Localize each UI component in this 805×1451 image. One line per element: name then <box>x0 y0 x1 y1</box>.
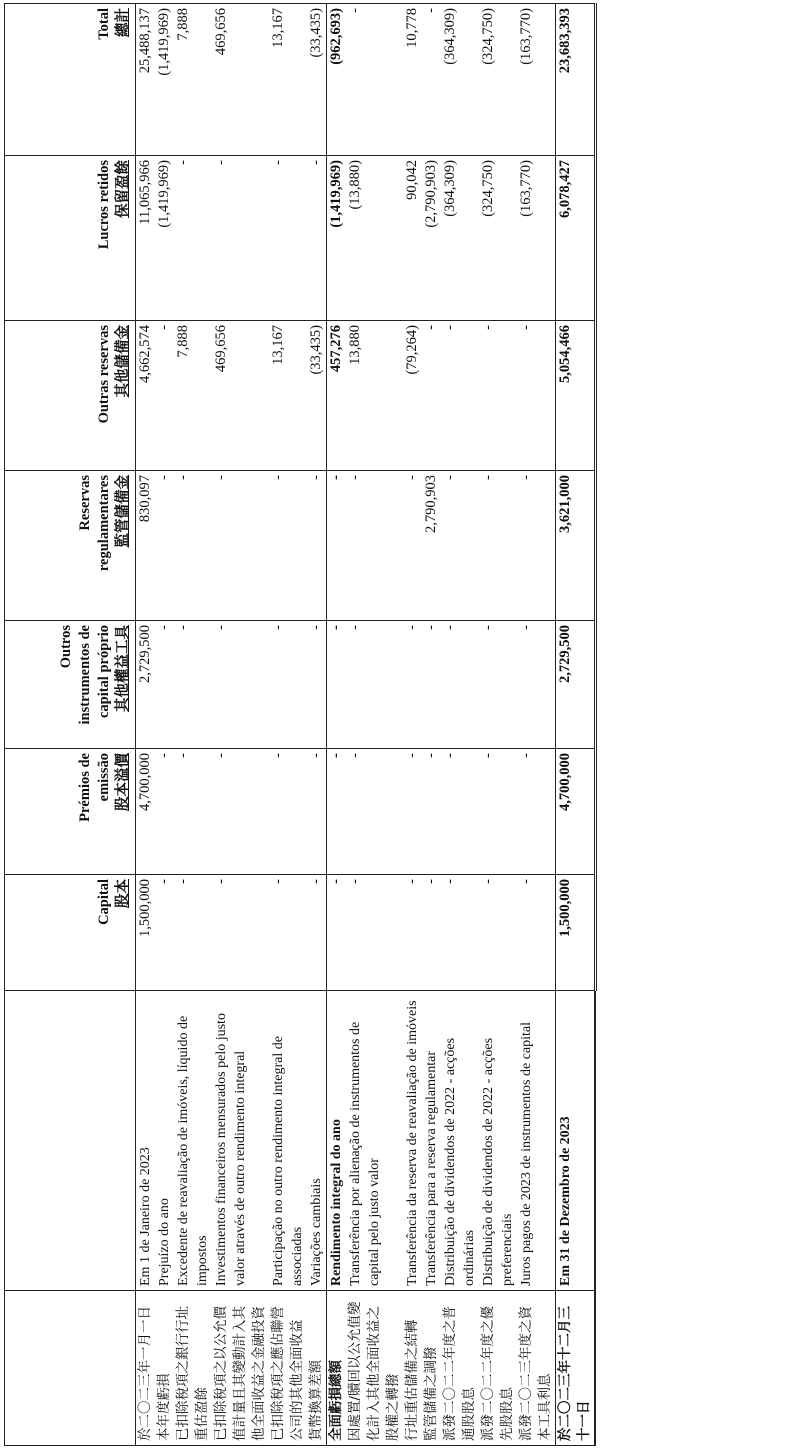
cell-premios: - <box>403 749 422 875</box>
cell-capital: 1,500,000 <box>136 875 156 991</box>
cell-lucros-retidos: (364,309) <box>441 156 479 321</box>
cell-lucros-retidos: (163,770) <box>517 156 556 321</box>
cell-capital: - <box>479 875 517 991</box>
cell-outros-instrumentos: - <box>307 621 327 749</box>
cell-lucros-retidos: (1,419,969) <box>155 156 174 321</box>
cell-lucros-retidos: - <box>269 156 307 321</box>
closing-total-row <box>556 4 596 1446</box>
header-pt-label <box>5 991 136 1291</box>
cell-reservas-regulamentares: - <box>307 471 327 621</box>
cell-capital: 1,500,000 <box>556 875 596 991</box>
subtotal-row <box>327 4 347 1446</box>
cell-outras-reservas: 5,054,466 <box>556 321 596 471</box>
cell-reservas-regulamentares: - <box>155 471 174 621</box>
row-zh-label: 行址重估儲備之結轉 <box>403 1291 422 1446</box>
cell-outras-reservas: - <box>479 321 517 471</box>
cell-premios: - <box>346 749 403 875</box>
cell-outros-instrumentos: - <box>441 621 479 749</box>
header-outros-instrumentos: Outros instrumentos de capital próprio 其他權益工具 <box>5 621 136 749</box>
cell-total: - <box>346 4 403 156</box>
row-zh-label: 全面虧損總額 <box>327 1291 347 1446</box>
cell-reservas-regulamentares: - <box>479 471 517 621</box>
cell-total: 25,488,137 <box>136 4 156 156</box>
cell-outros-instrumentos: - <box>212 621 269 749</box>
cell-outras-reservas: 4,662,574 <box>136 321 156 471</box>
cell-total: 10,778 <box>403 4 422 156</box>
table-row <box>174 4 212 1446</box>
cell-capital: - <box>403 875 422 991</box>
cell-premios: - <box>174 749 212 875</box>
row-pt-label: Distribuição de dividendos de 2022 - acções preferenciais <box>479 991 517 1291</box>
cell-outras-reservas: 13,167 <box>269 321 307 471</box>
cell-reservas-regulamentares: - <box>212 471 269 621</box>
cell-outras-reservas: (33,435) <box>307 321 327 471</box>
header-reservas-regulamentares: Reservas regulamentares 監管儲備金 <box>5 471 136 621</box>
cell-lucros-retidos: (324,750) <box>479 156 517 321</box>
table-row <box>441 4 479 1446</box>
cell-capital: - <box>327 875 347 991</box>
cell-capital: - <box>212 875 269 991</box>
cell-lucros-retidos: - <box>307 156 327 321</box>
row-zh-label: 監管儲備之調撥 <box>422 1291 441 1446</box>
cell-lucros-retidos: (13,880) <box>346 156 403 321</box>
cell-total: (962,693) <box>327 4 347 156</box>
header-capital: Capital 股本 <box>5 875 136 991</box>
cell-premios: 4,700,000 <box>556 749 596 875</box>
row-zh-label: 本年度虧損 <box>155 1291 174 1446</box>
row-pt-label: Transferência da reserva de reavaliação de imóveis <box>403 991 422 1291</box>
cell-outros-instrumentos: - <box>327 621 347 749</box>
cell-reservas-regulamentares: 2,790,903 <box>422 471 441 621</box>
cell-reservas-regulamentares: - <box>517 471 556 621</box>
cell-reservas-regulamentares: 3,621,000 <box>556 471 596 621</box>
cell-total: (1,419,969) <box>155 4 174 156</box>
cell-lucros-retidos: 90,042 <box>403 156 422 321</box>
cell-outros-instrumentos: - <box>479 621 517 749</box>
table-row <box>155 4 174 1446</box>
cell-capital: - <box>517 875 556 991</box>
cell-outros-instrumentos: - <box>346 621 403 749</box>
cell-outros-instrumentos: - <box>174 621 212 749</box>
cell-lucros-retidos: - <box>212 156 269 321</box>
cell-outras-reservas: - <box>155 321 174 471</box>
cell-outros-instrumentos: 2,729,500 <box>136 621 156 749</box>
header-row <box>5 4 136 1446</box>
row-pt-label: Investimentos financeiros mensurados pelo justo valor através de outro rendimento integral <box>212 991 269 1291</box>
row-zh-label: 派發二〇二二年度之普通股股息 <box>441 1291 479 1446</box>
row-zh-label: 已扣除稅項之以公允價值計量且其變動計入其他全面收益之金融投資 <box>212 1291 269 1446</box>
cell-outros-instrumentos: - <box>422 621 441 749</box>
row-zh-label: 派發二〇二三年度之資本工具利息 <box>517 1291 556 1446</box>
cell-premios: - <box>441 749 479 875</box>
cell-reservas-regulamentares: - <box>327 471 347 621</box>
cell-premios: - <box>479 749 517 875</box>
cell-capital: - <box>174 875 212 991</box>
cell-capital: - <box>441 875 479 991</box>
cell-premios: - <box>517 749 556 875</box>
cell-outros-instrumentos: - <box>403 621 422 749</box>
cell-outras-reservas: (79,264) <box>403 321 422 471</box>
header-total: Total 總計 <box>5 4 136 156</box>
cell-outros-instrumentos: - <box>269 621 307 749</box>
table-row <box>212 4 269 1446</box>
cell-premios: 4,700,000 <box>136 749 156 875</box>
row-pt-label: Variações cambiais <box>307 991 327 1291</box>
cell-total: 13,167 <box>269 4 307 156</box>
table-row <box>479 4 517 1446</box>
cell-outras-reservas: 7,888 <box>174 321 212 471</box>
cell-outros-instrumentos: - <box>517 621 556 749</box>
cell-reservas-regulamentares: 830,097 <box>136 471 156 621</box>
row-zh-label: 於二〇二三年十二月三十一日 <box>556 1291 596 1446</box>
table-row <box>517 4 556 1446</box>
header-zh-label <box>5 1291 136 1446</box>
cell-reservas-regulamentares: - <box>346 471 403 621</box>
table-row <box>269 4 307 1446</box>
cell-total: 469,656 <box>212 4 269 156</box>
cell-outras-reservas: - <box>517 321 556 471</box>
cell-reservas-regulamentares: - <box>403 471 422 621</box>
row-pt-label: Transferência por alienação de instrumentos de capital pelo justo valor <box>346 991 403 1291</box>
cell-outras-reservas: - <box>422 321 441 471</box>
cell-lucros-retidos: (1,419,969) <box>327 156 347 321</box>
cell-premios: - <box>212 749 269 875</box>
row-pt-label: Participação no outro rendimento integral de associadas <box>269 991 307 1291</box>
cell-premios: - <box>155 749 174 875</box>
table-row <box>346 4 403 1446</box>
cell-capital: - <box>155 875 174 991</box>
cell-outras-reservas: - <box>441 321 479 471</box>
row-zh-label: 已扣除稅項之應佔聯營公司的其他全面收益 <box>269 1291 307 1446</box>
cell-outros-instrumentos: - <box>155 621 174 749</box>
row-pt-label: Em 1 de Janeiro de 2023 <box>136 991 156 1291</box>
table-row <box>403 4 422 1446</box>
cell-lucros-retidos: 6,078,427 <box>556 156 596 321</box>
row-pt-label: Juros pagos de 2023 de instrumentos de capital <box>517 991 556 1291</box>
cell-premios: - <box>327 749 347 875</box>
header-lucros-retidos: Lucros retidos 保留盈餘 <box>5 156 136 321</box>
row-pt-label: Distribuição de dividendos de 2022 - acções ordinárias <box>441 991 479 1291</box>
cell-lucros-retidos: (2,790,903) <box>422 156 441 321</box>
cell-outras-reservas: 13,880 <box>346 321 403 471</box>
table-row <box>136 4 156 1446</box>
row-zh-label: 貨幣換算差額 <box>307 1291 327 1446</box>
cell-total: (364,309) <box>441 4 479 156</box>
cell-premios: - <box>307 749 327 875</box>
cell-capital: - <box>307 875 327 991</box>
row-zh-label: 因處置/贖回以公允值變化計入其他全面收益之股權之轉撥 <box>346 1291 403 1446</box>
row-pt-label: Excedente de reavaliação de imóveis, líquido de impostos <box>174 991 212 1291</box>
cell-outros-instrumentos: 2,729,500 <box>556 621 596 749</box>
row-zh-label: 派發二〇二二年度之優先股股息 <box>479 1291 517 1446</box>
cell-outras-reservas: 469,656 <box>212 321 269 471</box>
row-pt-label: Prejuízo do ano <box>155 991 174 1291</box>
cell-capital: - <box>346 875 403 991</box>
cell-lucros-retidos: - <box>174 156 212 321</box>
cell-capital: - <box>269 875 307 991</box>
row-pt-label: Em 31 de Dezembro de 2023 <box>556 991 596 1291</box>
cell-total: (163,770) <box>517 4 556 156</box>
row-pt-label: Transferência para a reserva regulamentar <box>422 991 441 1291</box>
cell-total: (324,750) <box>479 4 517 156</box>
cell-outras-reservas: 457,276 <box>327 321 347 471</box>
cell-premios: - <box>422 749 441 875</box>
header-outras-reservas: Outras reservas 其他儲備金 <box>5 321 136 471</box>
cell-reservas-regulamentares: - <box>269 471 307 621</box>
cell-reservas-regulamentares: - <box>174 471 212 621</box>
cell-total: 23,683,393 <box>556 4 596 156</box>
cell-capital: - <box>422 875 441 991</box>
equity-changes-table <box>4 3 597 1446</box>
cell-premios: - <box>269 749 307 875</box>
cell-total: 7,888 <box>174 4 212 156</box>
table-row <box>422 4 441 1446</box>
cell-total: - <box>422 4 441 156</box>
cell-reservas-regulamentares: - <box>441 471 479 621</box>
cell-lucros-retidos: 11,065,966 <box>136 156 156 321</box>
table-row <box>307 4 327 1446</box>
header-premios: Prémios de emissão 股本溢價 <box>5 749 136 875</box>
row-pt-label: Rendimento integral do ano <box>327 991 347 1291</box>
row-zh-label: 於二〇二三年一月一日 <box>136 1291 156 1446</box>
cell-total: (33,435) <box>307 4 327 156</box>
row-zh-label: 已扣除稅項之銀行行址重估盈餘 <box>174 1291 212 1446</box>
